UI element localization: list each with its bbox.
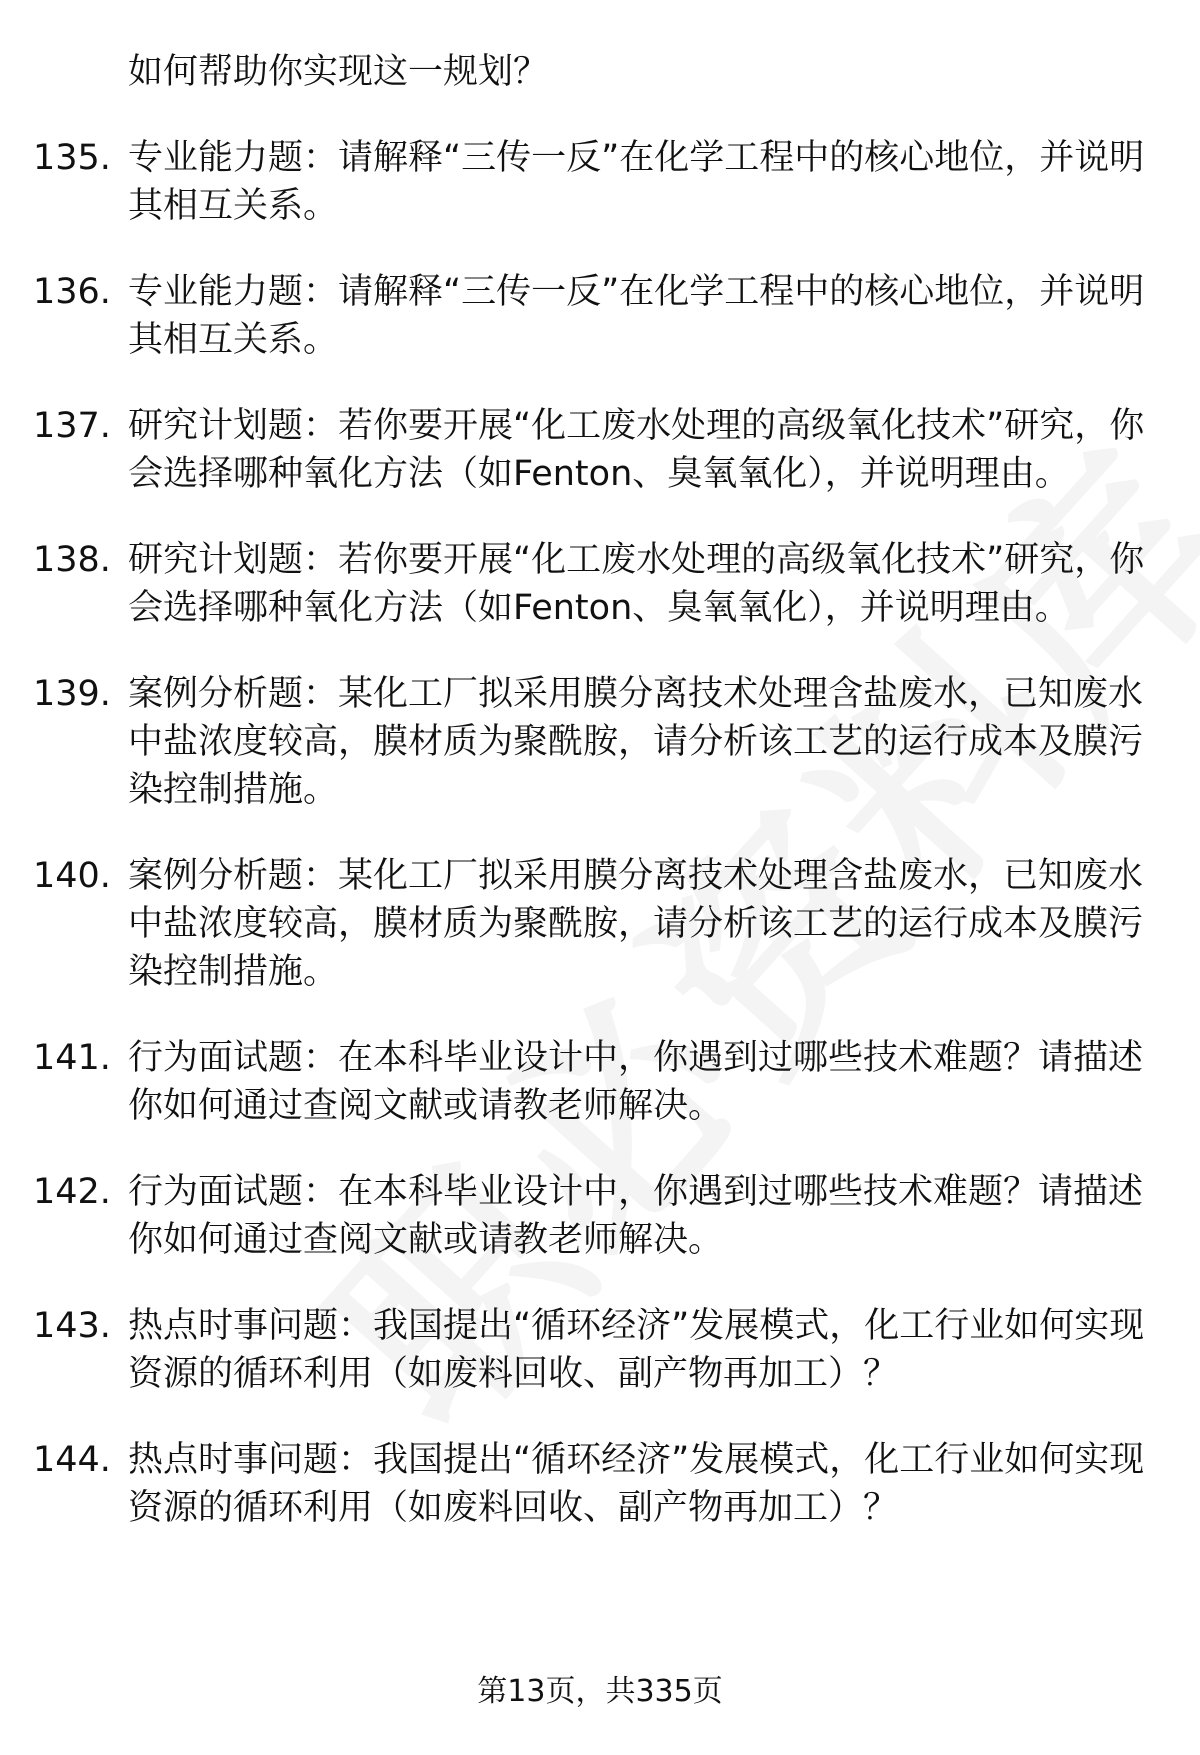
list-item <box>0 268 1200 364</box>
item-number: 142. <box>33 1172 111 1212</box>
item-text: 研究计划题：若你要开展“化工废水处理的高级氧化技术”研究，你会选择哪种氧化方法（如Fenton、臭氧氧化），并说明理由。 <box>128 406 1145 494</box>
list-item <box>0 1168 1200 1264</box>
item-number: 138. <box>33 540 111 580</box>
item-number: 137. <box>33 406 111 446</box>
page-footer: 第13页，共335页 <box>477 1674 723 1709</box>
item-number: 140. <box>33 856 111 896</box>
item-number: 141. <box>33 1038 111 1078</box>
list-item <box>0 134 1200 230</box>
item-text: 行为面试题：在本科毕业设计中，你遇到过哪些技术难题？请描述你如何通过查阅文献或请教老师解决。 <box>128 1038 1144 1126</box>
item-number: 143. <box>33 1306 111 1346</box>
list-item <box>0 1034 1200 1130</box>
list-item <box>0 852 1200 996</box>
list-item <box>0 1436 1200 1532</box>
list-item <box>0 670 1200 814</box>
item-number: 135. <box>33 138 111 178</box>
item-text: 热点时事问题：我国提出“循环经济”发展模式，化工行业如何实现资源的循环利用（如废料回收、副产物再加工）？ <box>128 1440 1145 1528</box>
list-item <box>0 402 1200 498</box>
item-text: 案例分析题：某化工厂拟采用膜分离技术处理含盐废水，已知废水中盐浓度较高，膜材质为聚酰胺，请分析该工艺的运行成本及膜污染控制措施。 <box>128 674 1144 810</box>
list-item <box>0 536 1200 632</box>
item-text: 案例分析题：某化工厂拟采用膜分离技术处理含盐废水，已知废水中盐浓度较高，膜材质为聚酰胺，请分析该工艺的运行成本及膜污染控制措施。 <box>128 856 1144 992</box>
item-text: 研究计划题：若你要开展“化工废水处理的高级氧化技术”研究，你会选择哪种氧化方法（如Fenton、臭氧氧化），并说明理由。 <box>128 540 1145 628</box>
document-body <box>0 48 1200 1532</box>
item-number: 144. <box>33 1440 111 1480</box>
continuation-line: 如何帮助你实现这一规划？ <box>128 52 549 92</box>
item-number: 139. <box>33 674 111 714</box>
item-text: 专业能力题：请解释“三传一反”在化学工程中的核心地位，并说明其相互关系。 <box>128 138 1145 226</box>
item-number: 136. <box>33 272 111 312</box>
item-text: 热点时事问题：我国提出“循环经济”发展模式，化工行业如何实现资源的循环利用（如废料回收、副产物再加工）？ <box>128 1306 1145 1394</box>
list-item <box>0 1302 1200 1398</box>
item-text: 专业能力题：请解释“三传一反”在化学工程中的核心地位，并说明其相互关系。 <box>128 272 1145 360</box>
item-text: 行为面试题：在本科毕业设计中，你遇到过哪些技术难题？请描述你如何通过查阅文献或请教老师解决。 <box>128 1172 1144 1260</box>
